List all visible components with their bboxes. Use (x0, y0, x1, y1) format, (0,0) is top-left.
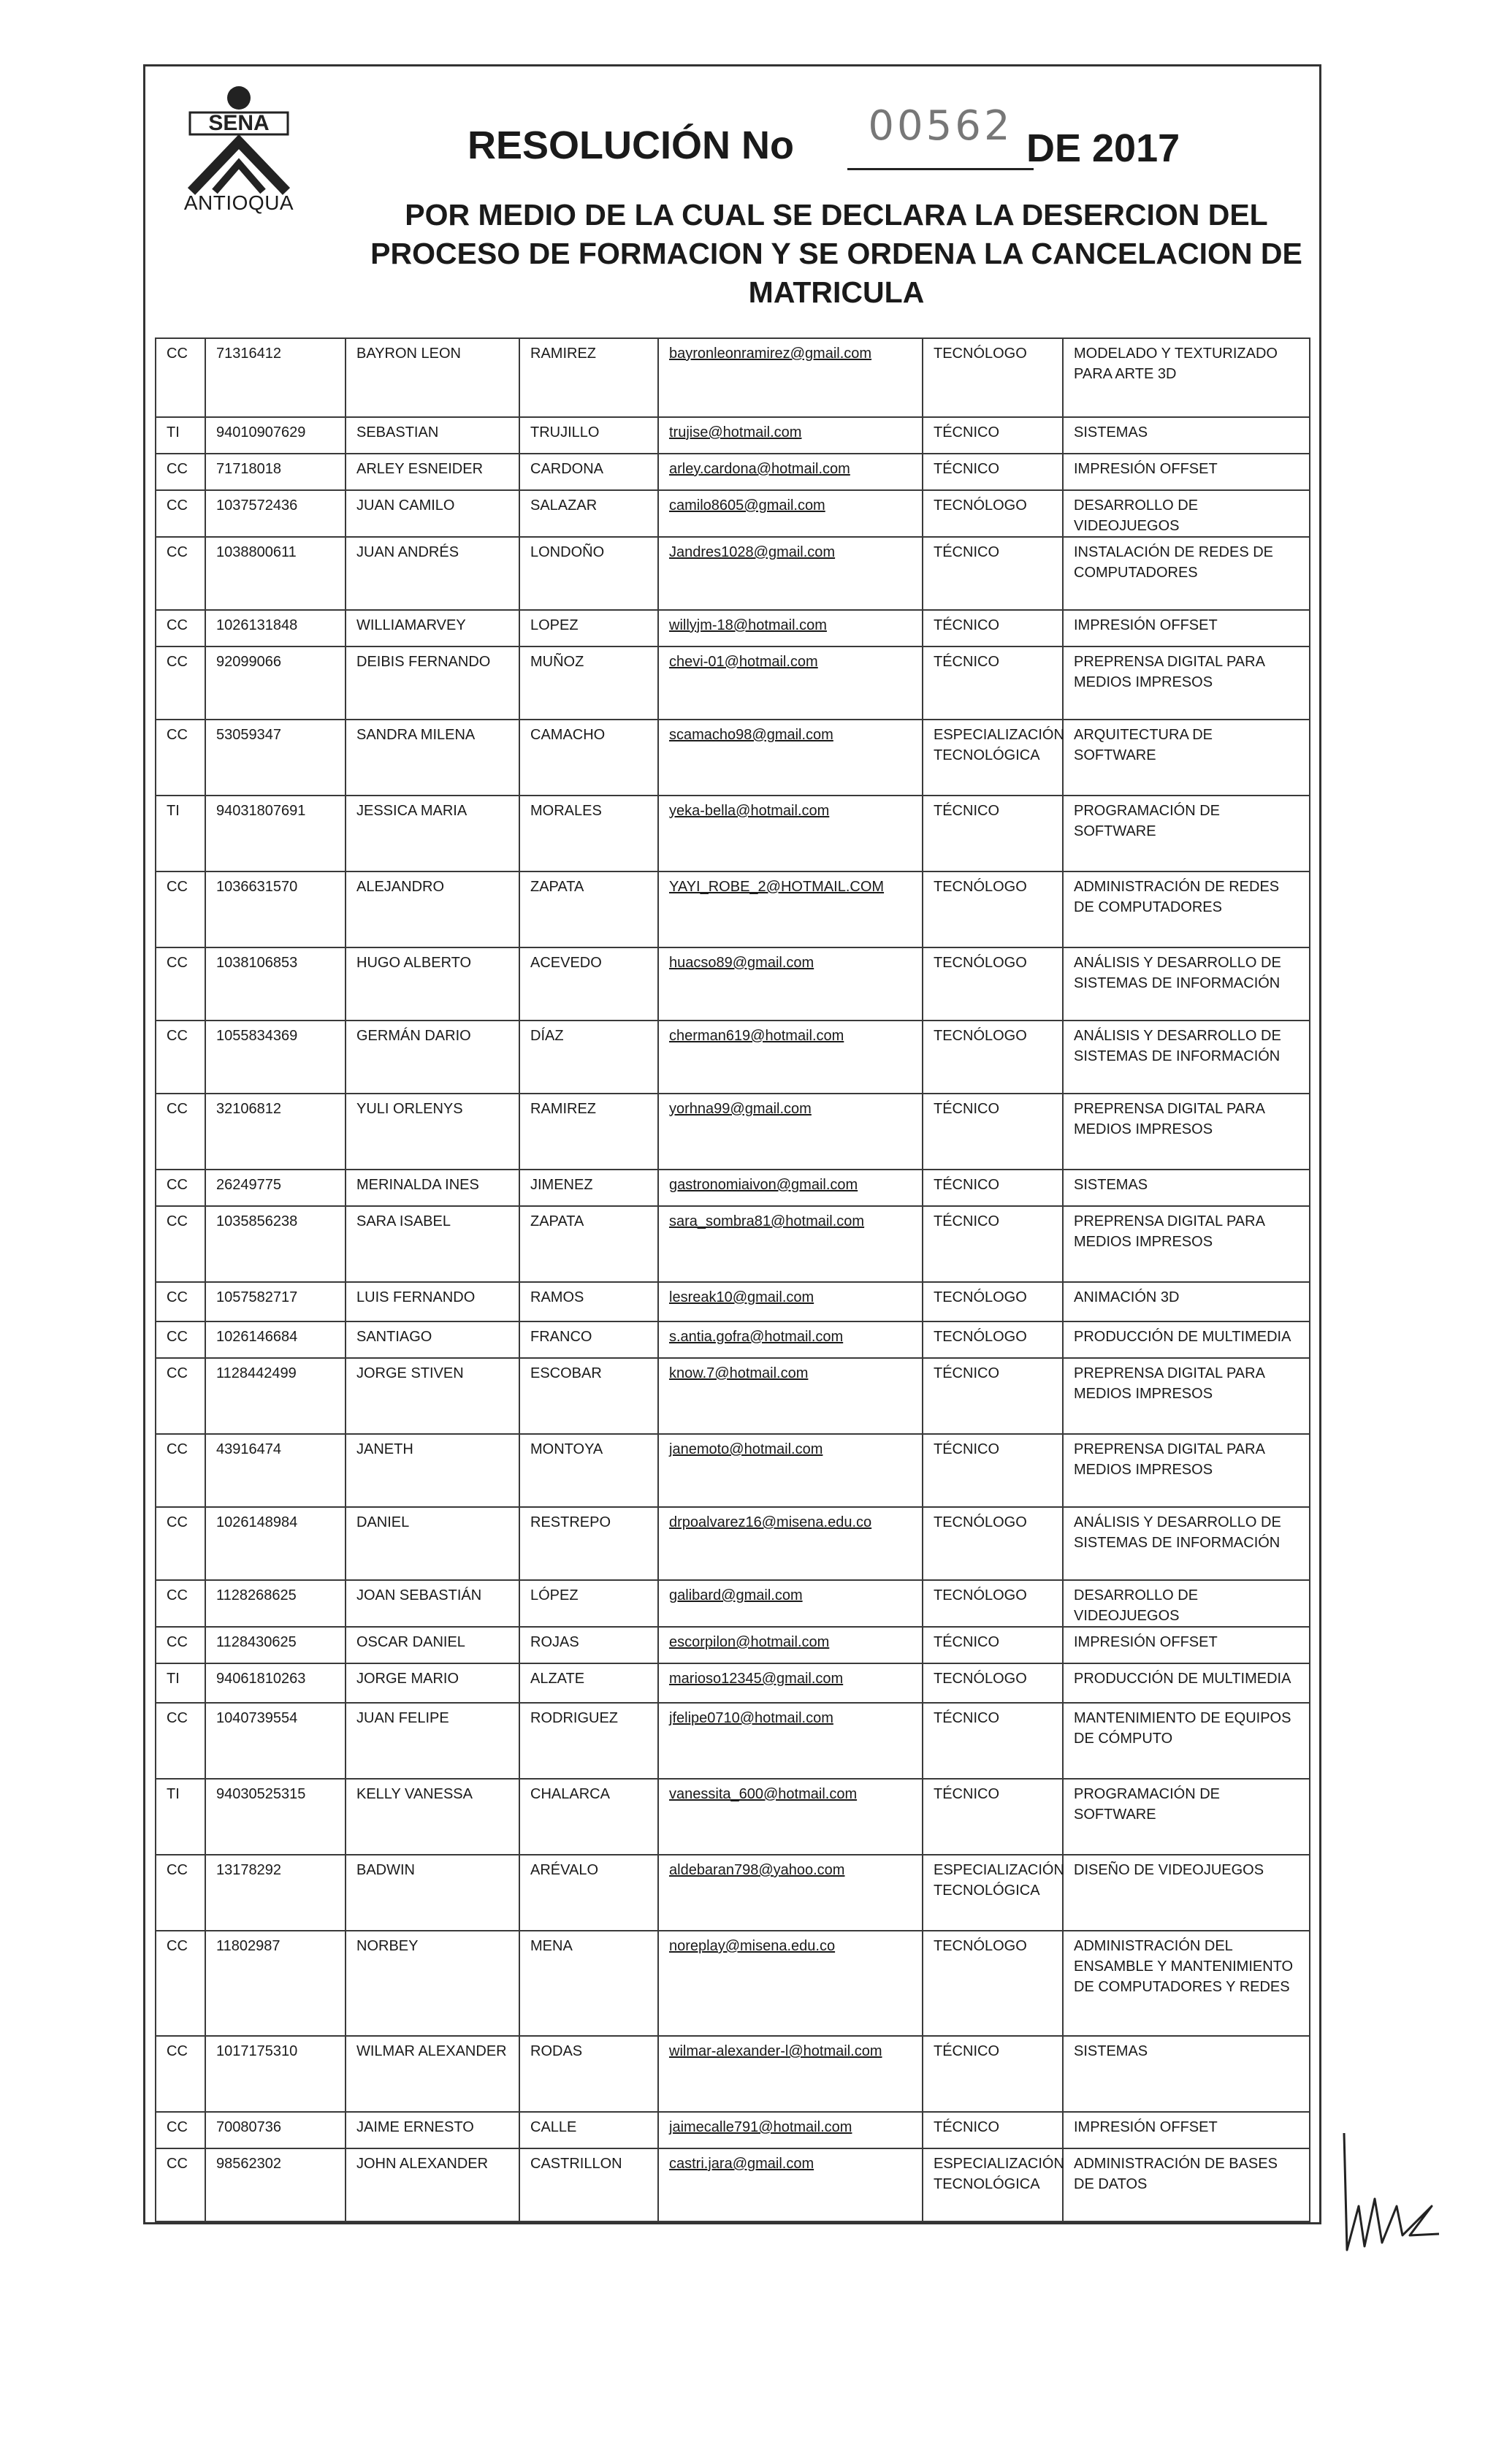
program-cell: SISTEMAS (1063, 2036, 1310, 2112)
first-names-cell: HUGO ALBERTO (346, 947, 519, 1021)
surname-cell: RAMIREZ (519, 338, 658, 417)
first-names-cell: MERINALDA INES (346, 1170, 519, 1206)
doc-type-cell: CC (156, 2036, 205, 2112)
email-cell: yorhna99@gmail.com (658, 1094, 923, 1170)
surname-cell: RAMIREZ (519, 1094, 658, 1170)
doc-type-cell: CC (156, 338, 205, 417)
program-cell: ADMINISTRACIÓN DE REDES DE COMPUTADORES (1063, 871, 1310, 947)
doc-number-cell: 1038106853 (205, 947, 346, 1021)
doc-number-cell: 94061810263 (205, 1663, 346, 1703)
surname-cell: ZAPATA (519, 871, 658, 947)
training-level-cell: TECNÓLOGO (923, 1321, 1063, 1358)
doc-type-cell: CC (156, 1094, 205, 1170)
training-level-cell: TÉCNICO (923, 417, 1063, 454)
table-row (156, 1627, 1310, 1663)
table-row (156, 1703, 1310, 1779)
surname-cell: RAMOS (519, 1282, 658, 1321)
email-cell: wilmar-alexander-l@hotmail.com (658, 2036, 923, 2112)
doc-type-cell: CC (156, 537, 205, 610)
handwritten-signature (1329, 2118, 1454, 2265)
doc-number-cell: 1035856238 (205, 1206, 346, 1282)
email-cell: escorpilon@hotmail.com (658, 1627, 923, 1663)
first-names-cell: SANTIAGO (346, 1321, 519, 1358)
email-cell: marioso12345@gmail.com (658, 1663, 923, 1703)
email-cell: castri.jara@gmail.com (658, 2148, 923, 2221)
doc-number-cell: 1128442499 (205, 1358, 346, 1434)
table-row (156, 1094, 1310, 1170)
table-row (156, 720, 1310, 796)
surname-cell: CASTRILLON (519, 2148, 658, 2221)
program-cell: INSTALACIÓN DE REDES DE COMPUTADORES (1063, 537, 1310, 610)
doc-number-cell: 1037572436 (205, 490, 346, 537)
doc-number-cell: 53059347 (205, 720, 346, 796)
surname-cell: MUÑOZ (519, 646, 658, 720)
program-cell: PREPRENSA DIGITAL PARA MEDIOS IMPRESOS (1063, 1434, 1310, 1507)
doc-type-cell: CC (156, 490, 205, 537)
doc-number-cell: 11802987 (205, 1931, 346, 2036)
table-row (156, 1282, 1310, 1321)
table-row (156, 537, 1310, 610)
first-names-cell: SANDRA MILENA (346, 720, 519, 796)
program-cell: PROGRAMACIÓN DE SOFTWARE (1063, 796, 1310, 871)
surname-cell: CAMACHO (519, 720, 658, 796)
doc-number-cell: 13178292 (205, 1855, 346, 1931)
training-level-cell: TÉCNICO (923, 537, 1063, 610)
training-level-cell: ESPECIALIZACIÓN TECNOLÓGICA (923, 1855, 1063, 1931)
training-level-cell: TECNÓLOGO (923, 871, 1063, 947)
first-names-cell: GERMÁN DARIO (346, 1021, 519, 1094)
dropout-table (155, 337, 1309, 2222)
program-cell: PROGRAMACIÓN DE SOFTWARE (1063, 1779, 1310, 1855)
training-level-cell: TECNÓLOGO (923, 338, 1063, 417)
program-cell: ADMINISTRACIÓN DEL ENSAMBLE Y MANTENIMIENTO DE COMPUTADORES Y REDES (1063, 1931, 1310, 2036)
first-names-cell: JORGE MARIO (346, 1663, 519, 1703)
document-subtitle: POR MEDIO DE LA CUAL SE DECLARA LA DESERCION DEL PROCESO DE FORMACION Y SE ORDENA LA CANCELACION DE MATRICULA (370, 198, 1302, 309)
training-level-cell: TÉCNICO (923, 1358, 1063, 1434)
first-names-cell: JUAN FELIPE (346, 1703, 519, 1779)
doc-number-cell: 1128430625 (205, 1627, 346, 1663)
program-cell: ANIMACIÓN 3D (1063, 1282, 1310, 1321)
email-cell: Jandres1028@gmail.com (658, 537, 923, 610)
email-cell: aldebaran798@yahoo.com (658, 1855, 923, 1931)
training-level-cell: TÉCNICO (923, 646, 1063, 720)
email-cell: camilo8605@gmail.com (658, 490, 923, 537)
first-names-cell: JANETH (346, 1434, 519, 1507)
surname-cell: MORALES (519, 796, 658, 871)
email-cell: scamacho98@gmail.com (658, 720, 923, 796)
doc-number-cell: 1055834369 (205, 1021, 346, 1094)
program-cell: SISTEMAS (1063, 417, 1310, 454)
doc-number-cell: 26249775 (205, 1170, 346, 1206)
program-cell: DESARROLLO DE VIDEOJUEGOS (1063, 490, 1310, 537)
table-row (156, 2036, 1310, 2112)
surname-cell: CARDONA (519, 454, 658, 490)
doc-number-cell: 1026146684 (205, 1321, 346, 1358)
doc-type-cell: CC (156, 1206, 205, 1282)
svg-text:SENA: SENA (208, 111, 270, 135)
email-cell: chevi-01@hotmail.com (658, 646, 923, 720)
surname-cell: ALZATE (519, 1663, 658, 1703)
doc-number-cell: 94030525315 (205, 1779, 346, 1855)
table-row (156, 2148, 1310, 2221)
first-names-cell: BAYRON LEON (346, 338, 519, 417)
first-names-cell: LUIS FERNANDO (346, 1282, 519, 1321)
training-level-cell: TECNÓLOGO (923, 1021, 1063, 1094)
program-cell: ARQUITECTURA DE SOFTWARE (1063, 720, 1310, 796)
surname-cell: JIMENEZ (519, 1170, 658, 1206)
training-level-cell: ESPECIALIZACIÓN TECNOLÓGICA (923, 720, 1063, 796)
table-row (156, 1170, 1310, 1206)
surname-cell: FRANCO (519, 1321, 658, 1358)
surname-cell: LOPEZ (519, 610, 658, 646)
doc-type-cell: CC (156, 1855, 205, 1931)
first-names-cell: WILLIAMARVEY (346, 610, 519, 646)
email-cell: sara_sombra81@hotmail.com (658, 1206, 923, 1282)
doc-type-cell: CC (156, 720, 205, 796)
first-names-cell: SEBASTIAN (346, 417, 519, 454)
email-cell: cherman619@hotmail.com (658, 1021, 923, 1094)
doc-type-cell: CC (156, 1321, 205, 1358)
table-row (156, 1931, 1310, 2036)
surname-cell: MENA (519, 1931, 658, 2036)
doc-number-cell: 1057582717 (205, 1282, 346, 1321)
first-names-cell: JUAN CAMILO (346, 490, 519, 537)
doc-number-cell: 92099066 (205, 646, 346, 720)
table-row (156, 2112, 1310, 2148)
doc-number-cell: 94010907629 (205, 417, 346, 454)
doc-number-cell: 1038800611 (205, 537, 346, 610)
first-names-cell: DEIBIS FERNANDO (346, 646, 519, 720)
training-level-cell: TÉCNICO (923, 1434, 1063, 1507)
table-row (156, 947, 1310, 1021)
first-names-cell: JESSICA MARIA (346, 796, 519, 871)
doc-number-cell: 98562302 (205, 2148, 346, 2221)
doc-number-cell: 43916474 (205, 1434, 346, 1507)
email-cell: noreplay@misena.edu.co (658, 1931, 923, 2036)
doc-type-cell: CC (156, 1627, 205, 1663)
program-cell: IMPRESIÓN OFFSET (1063, 454, 1310, 490)
surname-cell: CALLE (519, 2112, 658, 2148)
program-cell: ADMINISTRACIÓN DE BASES DE DATOS (1063, 2148, 1310, 2221)
resolution-year: DE 2017 (1026, 126, 1180, 170)
training-level-cell: TÉCNICO (923, 1627, 1063, 1663)
table-row (156, 1021, 1310, 1094)
table-row (156, 1434, 1310, 1507)
table-row (156, 1206, 1310, 1282)
doc-number-cell: 1026148984 (205, 1507, 346, 1580)
email-cell: willyjm-18@hotmail.com (658, 610, 923, 646)
doc-type-cell: CC (156, 1282, 205, 1321)
email-cell: yeka-bella@hotmail.com (658, 796, 923, 871)
table-row (156, 490, 1310, 537)
doc-number-cell: 70080736 (205, 2112, 346, 2148)
doc-number-cell: 71316412 (205, 338, 346, 417)
program-cell: PRODUCCIÓN DE MULTIMEDIA (1063, 1321, 1310, 1358)
surname-cell: LONDOÑO (519, 537, 658, 610)
training-level-cell: TÉCNICO (923, 2036, 1063, 2112)
training-level-cell: TÉCNICO (923, 1206, 1063, 1282)
program-cell: PREPRENSA DIGITAL PARA MEDIOS IMPRESOS (1063, 1358, 1310, 1434)
program-cell: PREPRENSA DIGITAL PARA MEDIOS IMPRESOS (1063, 646, 1310, 720)
program-cell: MODELADO Y TEXTURIZADO PARA ARTE 3D (1063, 338, 1310, 417)
first-names-cell: NORBEY (346, 1931, 519, 2036)
doc-type-cell: CC (156, 610, 205, 646)
first-names-cell: ALEJANDRO (346, 871, 519, 947)
resolution-title: RESOLUCIÓN No (468, 123, 795, 167)
doc-number-cell: 1026131848 (205, 610, 346, 646)
table-row (156, 1580, 1310, 1627)
training-level-cell: TÉCNICO (923, 454, 1063, 490)
table-row (156, 871, 1310, 947)
table-row (156, 1507, 1310, 1580)
resolution-number: 00562 (847, 102, 1034, 170)
training-level-cell: TÉCNICO (923, 2112, 1063, 2148)
first-names-cell: JOHN ALEXANDER (346, 2148, 519, 2221)
training-level-cell: TECNÓLOGO (923, 947, 1063, 1021)
email-cell: arley.cardona@hotmail.com (658, 454, 923, 490)
surname-cell: RODRIGUEZ (519, 1703, 658, 1779)
doc-type-cell: CC (156, 1931, 205, 2036)
table-row (156, 1855, 1310, 1931)
doc-type-cell: CC (156, 1507, 205, 1580)
program-cell: ANÁLISIS Y DESARROLLO DE SISTEMAS DE INFORMACIÓN (1063, 1507, 1310, 1580)
doc-number-cell: 94031807691 (205, 796, 346, 871)
email-cell: YAYI_ROBE_2@HOTMAIL.COM (658, 871, 923, 947)
email-cell: trujise@hotmail.com (658, 417, 923, 454)
program-cell: IMPRESIÓN OFFSET (1063, 610, 1310, 646)
doc-type-cell: TI (156, 1663, 205, 1703)
surname-cell: ZAPATA (519, 1206, 658, 1282)
table-row (156, 417, 1310, 454)
surname-cell: MONTOYA (519, 1434, 658, 1507)
program-cell: DESARROLLO DE VIDEOJUEGOS (1063, 1580, 1310, 1627)
training-level-cell: TECNÓLOGO (923, 1931, 1063, 2036)
table-row (156, 1358, 1310, 1434)
training-level-cell: TECNÓLOGO (923, 1507, 1063, 1580)
doc-type-cell: CC (156, 1021, 205, 1094)
program-cell: PREPRENSA DIGITAL PARA MEDIOS IMPRESOS (1063, 1094, 1310, 1170)
first-names-cell: JAIME ERNESTO (346, 2112, 519, 2148)
surname-cell: CHALARCA (519, 1779, 658, 1855)
doc-number-cell: 32106812 (205, 1094, 346, 1170)
surname-cell: DÍAZ (519, 1021, 658, 1094)
training-level-cell: TÉCNICO (923, 1779, 1063, 1855)
doc-number-cell: 1040739554 (205, 1703, 346, 1779)
surname-cell: ESCOBAR (519, 1358, 658, 1434)
table-row (156, 338, 1310, 417)
training-level-cell: TÉCNICO (923, 1094, 1063, 1170)
training-level-cell: TÉCNICO (923, 1703, 1063, 1779)
program-cell: ANÁLISIS Y DESARROLLO DE SISTEMAS DE INFORMACIÓN (1063, 947, 1310, 1021)
email-cell: bayronleonramirez@gmail.com (658, 338, 923, 417)
surname-cell: SALAZAR (519, 490, 658, 537)
table-row (156, 796, 1310, 871)
table-row (156, 610, 1310, 646)
surname-cell: LÓPEZ (519, 1580, 658, 1627)
doc-type-cell: TI (156, 1779, 205, 1855)
doc-type-cell: CC (156, 947, 205, 1021)
program-cell: PREPRENSA DIGITAL PARA MEDIOS IMPRESOS (1063, 1206, 1310, 1282)
training-level-cell: TECNÓLOGO (923, 1282, 1063, 1321)
first-names-cell: ARLEY ESNEIDER (346, 454, 519, 490)
doc-type-cell: CC (156, 1580, 205, 1627)
doc-type-cell: CC (156, 871, 205, 947)
first-names-cell: DANIEL (346, 1507, 519, 1580)
first-names-cell: YULI ORLENYS (346, 1094, 519, 1170)
program-cell: MANTENIMIENTO DE EQUIPOS DE CÓMPUTO (1063, 1703, 1310, 1779)
first-names-cell: BADWIN (346, 1855, 519, 1931)
doc-type-cell: CC (156, 1170, 205, 1206)
doc-number-cell: 1128268625 (205, 1580, 346, 1627)
doc-number-cell: 1036631570 (205, 871, 346, 947)
first-names-cell: JORGE STIVEN (346, 1358, 519, 1434)
training-level-cell: ESPECIALIZACIÓN TECNOLÓGICA (923, 2148, 1063, 2221)
region-label: ANTIOQUA (183, 191, 294, 214)
first-names-cell: KELLY VANESSA (346, 1779, 519, 1855)
email-cell: galibard@gmail.com (658, 1580, 923, 1627)
training-level-cell: TECNÓLOGO (923, 490, 1063, 537)
training-level-cell: TECNÓLOGO (923, 1663, 1063, 1703)
email-cell: janemoto@hotmail.com (658, 1434, 923, 1507)
program-cell: IMPRESIÓN OFFSET (1063, 1627, 1310, 1663)
surname-cell: RODAS (519, 2036, 658, 2112)
doc-type-cell: CC (156, 2148, 205, 2221)
program-cell: DISEÑO DE VIDEOJUEGOS (1063, 1855, 1310, 1931)
training-level-cell: TECNÓLOGO (923, 1580, 1063, 1627)
program-cell: SISTEMAS (1063, 1170, 1310, 1206)
surname-cell: RESTREPO (519, 1507, 658, 1580)
email-cell: huacso89@gmail.com (658, 947, 923, 1021)
table-row (156, 1779, 1310, 1855)
email-cell: jfelipe0710@hotmail.com (658, 1703, 923, 1779)
surname-cell: ARÉVALO (519, 1855, 658, 1931)
program-cell: IMPRESIÓN OFFSET (1063, 2112, 1310, 2148)
email-cell: jaimecalle791@hotmail.com (658, 2112, 923, 2148)
doc-type-cell: TI (156, 417, 205, 454)
training-level-cell: TÉCNICO (923, 796, 1063, 871)
first-names-cell: JOAN SEBASTIÁN (346, 1580, 519, 1627)
email-cell: vanessita_600@hotmail.com (658, 1779, 923, 1855)
email-cell: know.7@hotmail.com (658, 1358, 923, 1434)
doc-type-cell: TI (156, 796, 205, 871)
table-row (156, 1663, 1310, 1703)
surname-cell: ROJAS (519, 1627, 658, 1663)
email-cell: gastronomiaivon@gmail.com (658, 1170, 923, 1206)
doc-number-cell: 1017175310 (205, 2036, 346, 2112)
surname-cell: TRUJILLO (519, 417, 658, 454)
email-cell: lesreak10@gmail.com (658, 1282, 923, 1321)
program-cell: PRODUCCIÓN DE MULTIMEDIA (1063, 1663, 1310, 1703)
first-names-cell: SARA ISABEL (346, 1206, 519, 1282)
doc-type-cell: CC (156, 2112, 205, 2148)
program-cell: ANÁLISIS Y DESARROLLO DE SISTEMAS DE INFORMACIÓN (1063, 1021, 1310, 1094)
first-names-cell: JUAN ANDRÉS (346, 537, 519, 610)
first-names-cell: WILMAR ALEXANDER (346, 2036, 519, 2112)
training-level-cell: TÉCNICO (923, 1170, 1063, 1206)
table-row (156, 646, 1310, 720)
training-level-cell: TÉCNICO (923, 610, 1063, 646)
table-row (156, 1321, 1310, 1358)
email-cell: drpoalvarez16@misena.edu.co (658, 1507, 923, 1580)
doc-type-cell: CC (156, 454, 205, 490)
surname-cell: ACEVEDO (519, 947, 658, 1021)
table-row (156, 454, 1310, 490)
doc-type-cell: CC (156, 1358, 205, 1434)
first-names-cell: OSCAR DANIEL (346, 1627, 519, 1663)
email-cell: s.antia.gofra@hotmail.com (658, 1321, 923, 1358)
doc-type-cell: CC (156, 646, 205, 720)
doc-number-cell: 71718018 (205, 454, 346, 490)
doc-type-cell: CC (156, 1434, 205, 1507)
doc-type-cell: CC (156, 1703, 205, 1779)
